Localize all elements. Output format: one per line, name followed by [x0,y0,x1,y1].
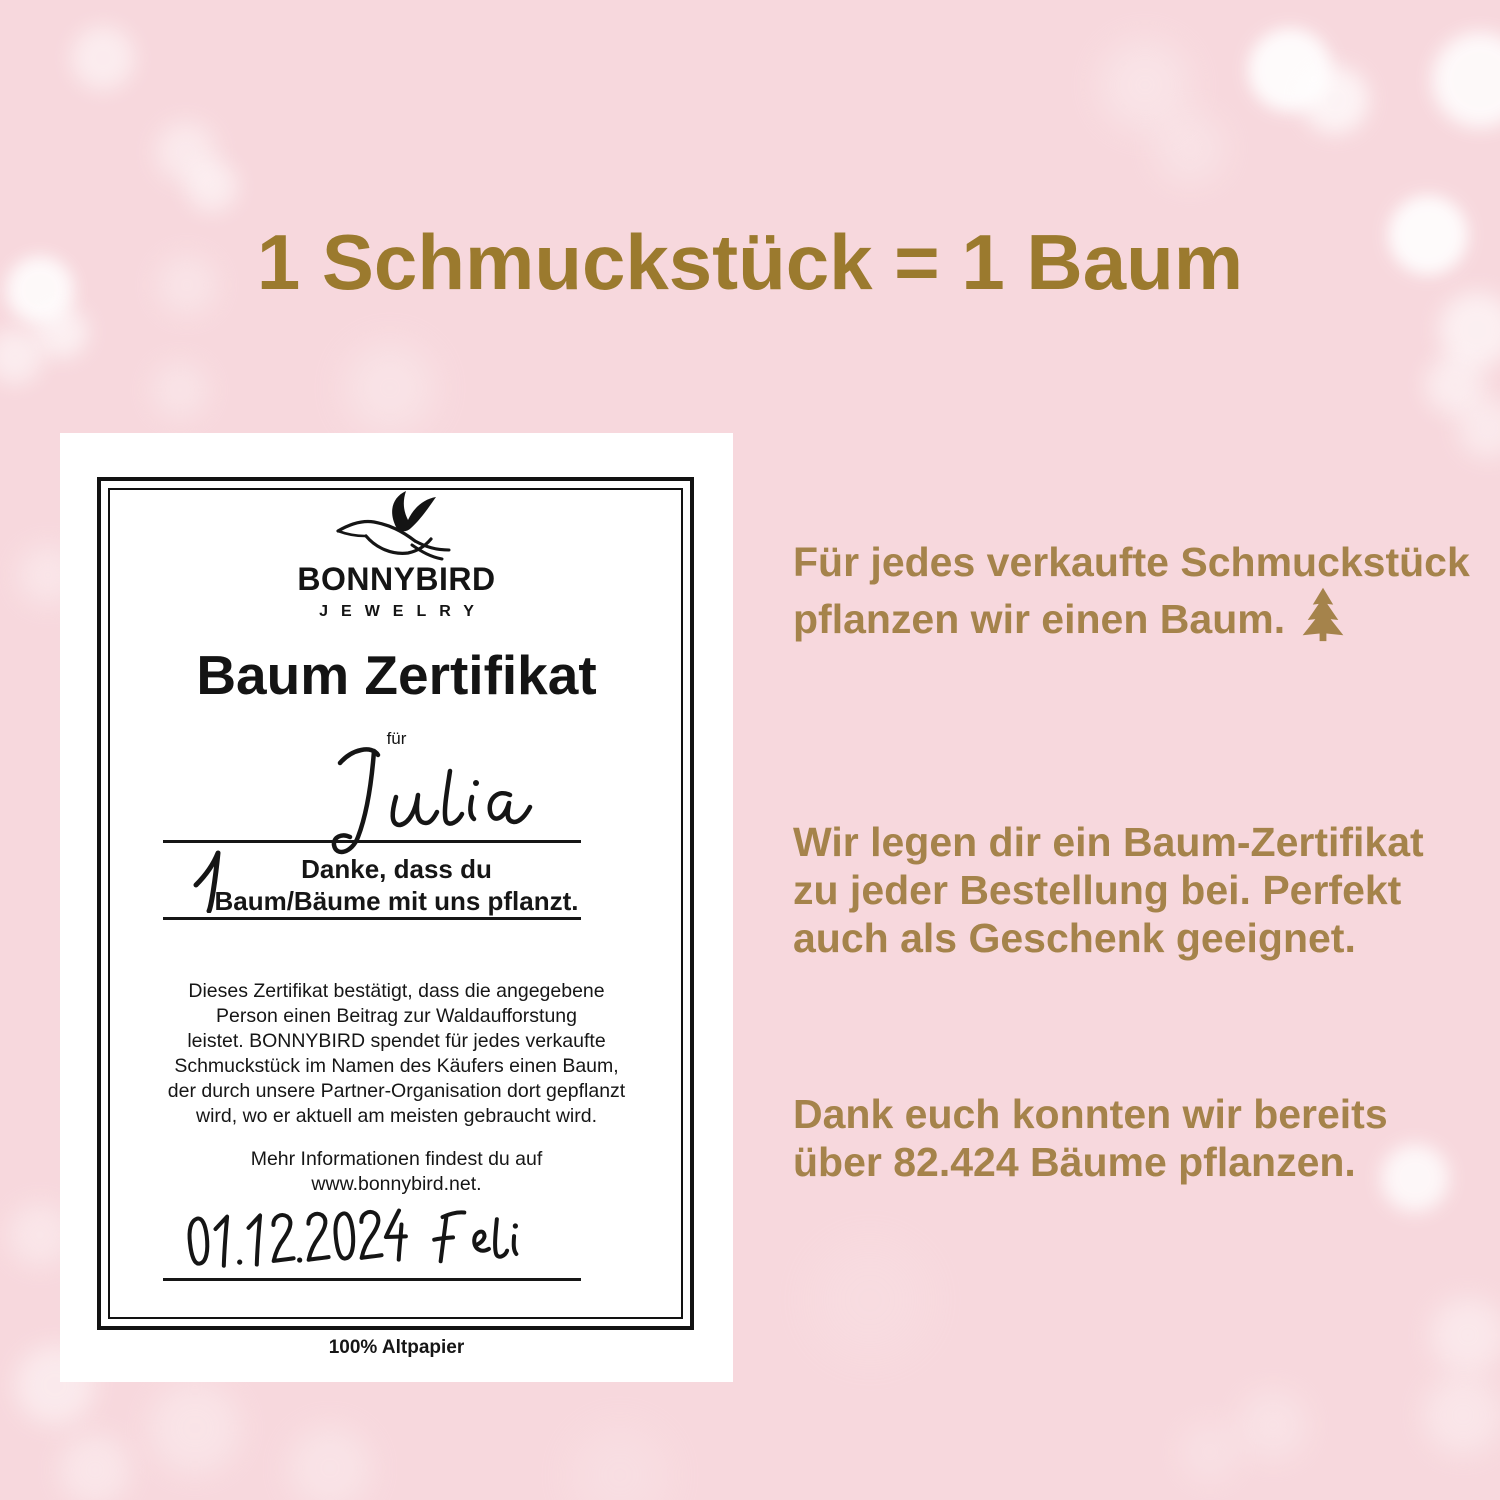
bokeh-light [1423,1375,1500,1455]
recipient-line [163,840,581,843]
bokeh-light [156,122,216,182]
thanks-line-2: Baum/Bäume mit uns pflanzt. [214,886,579,916]
bokeh-light [1154,112,1226,184]
bokeh-light [1100,40,1190,130]
date-handwriting [185,1207,417,1275]
benefit-line: zu jeder Bestellung bei. Perfekt [793,867,1402,913]
certificate-body-text [116,979,677,1129]
bokeh-light [186,160,238,212]
paper-note: 100% Altpapier [328,1337,465,1358]
benefit-line: über 82.424 Bäume pflanzen. [793,1139,1356,1185]
count-line [163,917,581,920]
bokeh-light [1248,28,1332,112]
certificate-info-text [116,1147,677,1197]
body-line: leistet. BONNYBIRD spendet für jedes verkaufte [187,1030,606,1052]
bokeh-light [1425,355,1485,415]
bokeh-light [1430,1297,1500,1373]
body-line: Person einen Beitrag zur Waldaufforstung [216,1005,577,1027]
benefit-line: Dank euch konnten wir bereits [793,1091,1388,1137]
recipient-handwriting [300,741,560,861]
benefit-line: pflanzen wir einen Baum. [793,586,1473,643]
tree-icon [1299,586,1347,642]
benefit-line: Wir legen dir ein Baum-Zertifikat [793,819,1424,865]
body-line: der durch unsere Partner-Organisation dort gepflanzt [167,1080,626,1102]
page-title: 1 Schmuckstück = 1 Baum [256,218,1244,307]
bokeh-light [1458,398,1500,458]
brand-name: BONNYBIRD [297,561,496,597]
signature-handwriting [430,1202,544,1270]
benefit-certificate [793,818,1473,962]
thanks-line-1: Danke, dass du [301,854,492,884]
bokeh-light [1238,1390,1308,1460]
bokeh-light [149,1382,241,1474]
body-line: wird, wo er aktuell am meisten gebraucht wird. [196,1105,597,1127]
bokeh-light [288,1426,372,1500]
info-line-2: www.bonnybird.net. [311,1173,482,1195]
benefit-line: Für jedes verkaufte Schmuckstück [793,539,1470,585]
benefit-plant-tree [793,538,1473,643]
bokeh-light [570,1425,670,1500]
bokeh-light [1301,66,1369,134]
info-line-1: Mehr Informationen findest du auf [250,1148,543,1170]
bokeh-light [0,328,43,384]
tree-certificate-card [60,433,733,1382]
benefit-total-trees [793,1090,1473,1186]
signature-line [163,1278,581,1281]
body-line: Dieses Zertifikat bestätigt, dass die angegebene [188,980,605,1002]
bokeh-light [36,306,88,358]
bokeh-light [810,1240,930,1360]
thanks-text [120,853,673,917]
bokeh-light [152,362,208,418]
brand-subtitle: JEWELRY [319,603,487,620]
bokeh-light [59,1434,131,1500]
certificate-title: Baum Zertifikat [196,644,597,706]
body-line: Schmuckstück im Namen des Käufers einen Baum, [174,1055,619,1077]
for-label: für [386,729,407,748]
bokeh-light [71,26,135,90]
benefit-line: auch als Geschenk geeignet. [793,915,1356,961]
bokeh-light [1180,1422,1240,1482]
bokeh-light [1432,32,1500,128]
bokeh-light [345,343,435,433]
